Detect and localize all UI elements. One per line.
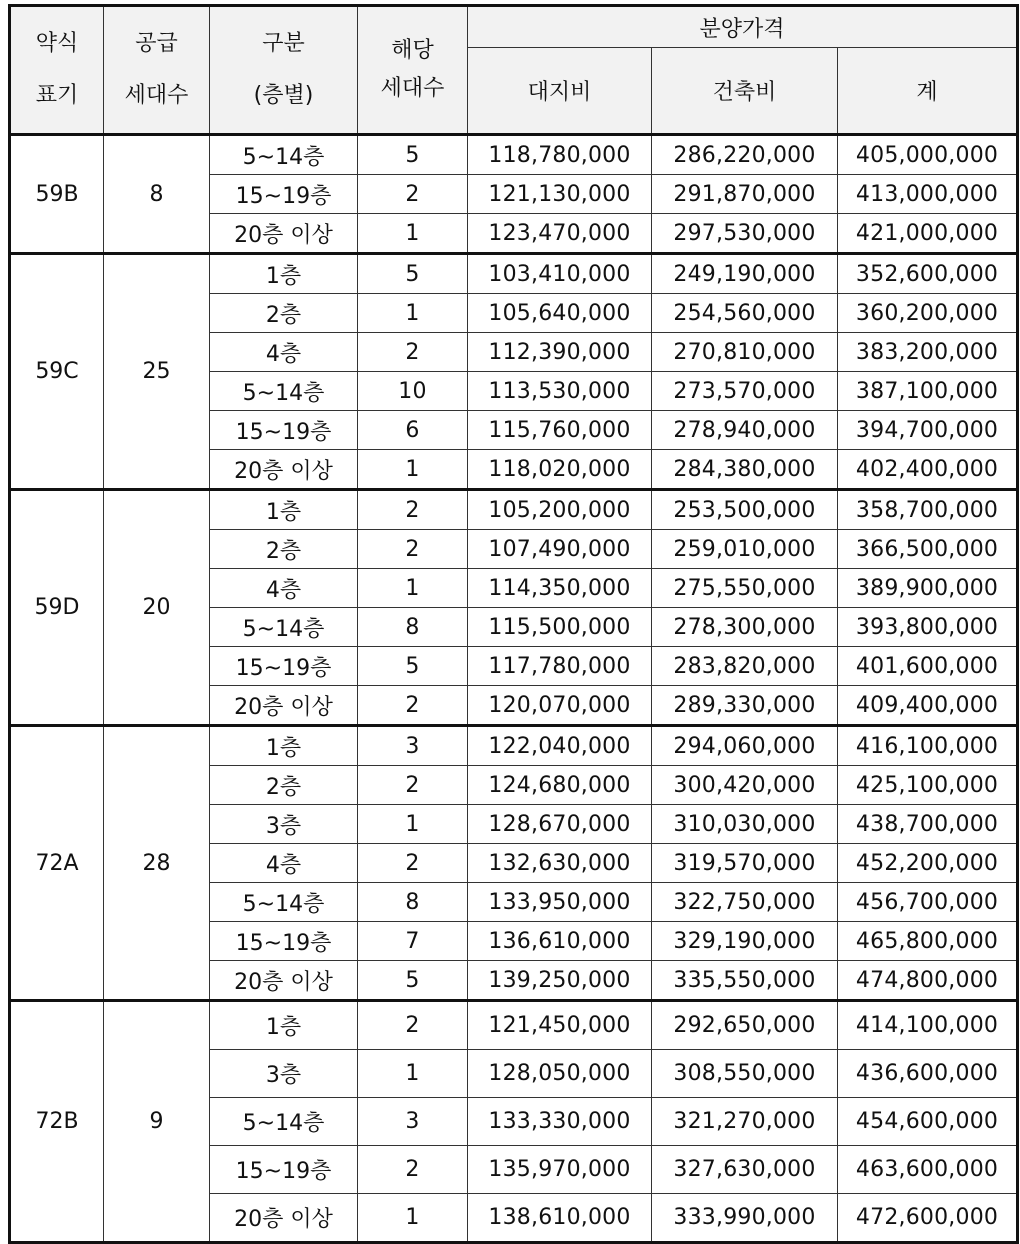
supply-count-cell: 9: [104, 1001, 210, 1243]
floor-cell: 1층: [210, 726, 358, 766]
header-land: 대지비: [468, 48, 652, 135]
building-price-cell: 284,380,000: [652, 450, 838, 490]
land-price-cell: 112,390,000: [468, 333, 652, 372]
land-price-cell: 115,760,000: [468, 411, 652, 450]
unit-type-group: [10, 254, 1018, 490]
land-price-cell: 105,200,000: [468, 490, 652, 530]
land-price-cell: 121,450,000: [468, 1001, 652, 1050]
header-supply: [104, 6, 210, 135]
total-price-cell: 421,000,000: [838, 214, 1018, 254]
units-cell: 2: [358, 844, 468, 883]
table-row: [10, 490, 1018, 530]
header-abbr-line2: 표기: [35, 83, 79, 108]
units-cell: 8: [358, 608, 468, 647]
building-price-cell: 273,570,000: [652, 372, 838, 411]
units-cell: 2: [358, 1001, 468, 1050]
total-price-cell: 425,100,000: [838, 766, 1018, 805]
land-price-cell: 103,410,000: [468, 254, 652, 294]
supply-count-cell: 25: [104, 254, 210, 490]
land-price-cell: 128,050,000: [468, 1050, 652, 1098]
supply-count-cell: 28: [104, 726, 210, 1001]
units-cell: 2: [358, 766, 468, 805]
building-price-cell: 283,820,000: [652, 647, 838, 686]
floor-cell: 2층: [210, 294, 358, 333]
header-price-group: 분양가격: [468, 6, 1018, 48]
total-price-cell: 358,700,000: [838, 490, 1018, 530]
floor-cell: 15~19층: [210, 175, 358, 214]
total-price-cell: 416,100,000: [838, 726, 1018, 766]
unit-type-group: [10, 1001, 1018, 1243]
land-price-cell: 118,780,000: [468, 135, 652, 175]
building-price-cell: 319,570,000: [652, 844, 838, 883]
units-cell: 1: [358, 569, 468, 608]
supply-count-cell: 8: [104, 135, 210, 254]
building-price-cell: 308,550,000: [652, 1050, 838, 1098]
building-price-cell: 253,500,000: [652, 490, 838, 530]
total-price-cell: 352,600,000: [838, 254, 1018, 294]
units-cell: 8: [358, 883, 468, 922]
units-cell: 1: [358, 805, 468, 844]
building-price-cell: 333,990,000: [652, 1194, 838, 1243]
land-price-cell: 118,020,000: [468, 450, 652, 490]
units-cell: 2: [358, 490, 468, 530]
land-price-cell: 135,970,000: [468, 1146, 652, 1194]
building-price-cell: 278,940,000: [652, 411, 838, 450]
unit-type-group: [10, 135, 1018, 254]
units-cell: 2: [358, 686, 468, 726]
building-price-cell: 259,010,000: [652, 530, 838, 569]
total-price-cell: 383,200,000: [838, 333, 1018, 372]
total-price-cell: 387,100,000: [838, 372, 1018, 411]
unit-type-cell: 72B: [10, 1001, 104, 1243]
header-abbr-line1: 약식: [35, 31, 79, 56]
total-price-cell: 436,600,000: [838, 1050, 1018, 1098]
header-floor-line1: 구분: [262, 31, 305, 56]
building-price-cell: 249,190,000: [652, 254, 838, 294]
header-building: 건축비: [652, 48, 838, 135]
building-price-cell: 270,810,000: [652, 333, 838, 372]
floor-cell: 5~14층: [210, 1098, 358, 1146]
total-price-cell: 360,200,000: [838, 294, 1018, 333]
units-cell: 2: [358, 175, 468, 214]
land-price-cell: 123,470,000: [468, 214, 652, 254]
building-price-cell: 254,560,000: [652, 294, 838, 333]
table-row: [10, 726, 1018, 766]
units-cell: 2: [358, 530, 468, 569]
units-cell: 5: [358, 961, 468, 1001]
total-price-cell: 409,400,000: [838, 686, 1018, 726]
header-units-line1: 해당: [391, 38, 434, 63]
units-cell: 1: [358, 214, 468, 254]
building-price-cell: 292,650,000: [652, 1001, 838, 1050]
units-cell: 1: [358, 450, 468, 490]
units-cell: 2: [358, 333, 468, 372]
building-price-cell: 321,270,000: [652, 1098, 838, 1146]
floor-cell: 1층: [210, 254, 358, 294]
floor-cell: 5~14층: [210, 372, 358, 411]
building-price-cell: 286,220,000: [652, 135, 838, 175]
units-cell: 5: [358, 647, 468, 686]
land-price-cell: 128,670,000: [468, 805, 652, 844]
table-row: [10, 135, 1018, 175]
floor-cell: 20층 이상: [210, 1194, 358, 1243]
units-cell: 2: [358, 1146, 468, 1194]
floor-cell: 15~19층: [210, 411, 358, 450]
units-cell: 3: [358, 1098, 468, 1146]
land-price-cell: 139,250,000: [468, 961, 652, 1001]
building-price-cell: 329,190,000: [652, 922, 838, 961]
floor-cell: 20층 이상: [210, 214, 358, 254]
land-price-cell: 124,680,000: [468, 766, 652, 805]
header-abbr: [10, 6, 104, 135]
floor-cell: 4층: [210, 844, 358, 883]
header-supply-line2: 세대수: [124, 83, 189, 108]
units-cell: 1: [358, 1050, 468, 1098]
floor-cell: 2층: [210, 766, 358, 805]
unit-type-cell: 72A: [10, 726, 104, 1001]
floor-cell: 15~19층: [210, 647, 358, 686]
land-price-cell: 120,070,000: [468, 686, 652, 726]
total-price-cell: 413,000,000: [838, 175, 1018, 214]
units-cell: 5: [358, 254, 468, 294]
units-cell: 1: [358, 294, 468, 333]
total-price-cell: 452,200,000: [838, 844, 1018, 883]
units-cell: 6: [358, 411, 468, 450]
floor-cell: 20층 이상: [210, 450, 358, 490]
units-cell: 3: [358, 726, 468, 766]
total-price-cell: 394,700,000: [838, 411, 1018, 450]
total-price-cell: 401,600,000: [838, 647, 1018, 686]
total-price-cell: 414,100,000: [838, 1001, 1018, 1050]
header-total: 계: [838, 48, 1018, 135]
building-price-cell: 300,420,000: [652, 766, 838, 805]
units-cell: 10: [358, 372, 468, 411]
total-price-cell: 402,400,000: [838, 450, 1018, 490]
building-price-cell: 294,060,000: [652, 726, 838, 766]
land-price-cell: 122,040,000: [468, 726, 652, 766]
building-price-cell: 327,630,000: [652, 1146, 838, 1194]
floor-cell: 4층: [210, 333, 358, 372]
land-price-cell: 133,950,000: [468, 883, 652, 922]
header-floor: [210, 6, 358, 135]
floor-cell: 3층: [210, 805, 358, 844]
floor-cell: 15~19층: [210, 922, 358, 961]
total-price-cell: 463,600,000: [838, 1146, 1018, 1194]
total-price-cell: 366,500,000: [838, 530, 1018, 569]
land-price-cell: 117,780,000: [468, 647, 652, 686]
building-price-cell: 297,530,000: [652, 214, 838, 254]
floor-cell: 20층 이상: [210, 961, 358, 1001]
unit-type-cell: 59D: [10, 490, 104, 726]
total-price-cell: 393,800,000: [838, 608, 1018, 647]
building-price-cell: 289,330,000: [652, 686, 838, 726]
floor-cell: 5~14층: [210, 608, 358, 647]
total-price-cell: 474,800,000: [838, 961, 1018, 1001]
floor-cell: 1층: [210, 1001, 358, 1050]
land-price-cell: 136,610,000: [468, 922, 652, 961]
header-floor-line2: (층별): [253, 83, 314, 108]
floor-cell: 2층: [210, 530, 358, 569]
land-price-cell: 113,530,000: [468, 372, 652, 411]
building-price-cell: 322,750,000: [652, 883, 838, 922]
floor-cell: 20층 이상: [210, 686, 358, 726]
floor-cell: 4층: [210, 569, 358, 608]
building-price-cell: 291,870,000: [652, 175, 838, 214]
land-price-cell: 114,350,000: [468, 569, 652, 608]
floor-cell: 5~14층: [210, 883, 358, 922]
land-price-cell: 115,500,000: [468, 608, 652, 647]
units-cell: 7: [358, 922, 468, 961]
building-price-cell: 335,550,000: [652, 961, 838, 1001]
total-price-cell: 438,700,000: [838, 805, 1018, 844]
land-price-cell: 107,490,000: [468, 530, 652, 569]
unit-type-cell: 59C: [10, 254, 104, 490]
unit-type-group: [10, 726, 1018, 1001]
units-cell: 5: [358, 135, 468, 175]
land-price-cell: 105,640,000: [468, 294, 652, 333]
land-price-cell: 138,610,000: [468, 1194, 652, 1243]
header-supply-line1: 공급: [135, 31, 178, 56]
total-price-cell: 405,000,000: [838, 135, 1018, 175]
total-price-cell: 389,900,000: [838, 569, 1018, 608]
floor-cell: 3층: [210, 1050, 358, 1098]
table-row: [10, 1001, 1018, 1050]
unit-type-cell: 59B: [10, 135, 104, 254]
land-price-cell: 133,330,000: [468, 1098, 652, 1146]
building-price-cell: 278,300,000: [652, 608, 838, 647]
header-units: [358, 6, 468, 135]
table-header: [10, 6, 1018, 135]
building-price-cell: 310,030,000: [652, 805, 838, 844]
land-price-cell: 132,630,000: [468, 844, 652, 883]
land-price-cell: 121,130,000: [468, 175, 652, 214]
supply-count-cell: 20: [104, 490, 210, 726]
floor-cell: 15~19층: [210, 1146, 358, 1194]
floor-cell: 1층: [210, 490, 358, 530]
total-price-cell: 456,700,000: [838, 883, 1018, 922]
header-units-line2: 세대수: [380, 76, 445, 101]
total-price-cell: 454,600,000: [838, 1098, 1018, 1146]
floor-cell: 5~14층: [210, 135, 358, 175]
table-row: [10, 254, 1018, 294]
building-price-cell: 275,550,000: [652, 569, 838, 608]
total-price-cell: 465,800,000: [838, 922, 1018, 961]
total-price-cell: 472,600,000: [838, 1194, 1018, 1243]
price-table: [8, 4, 1019, 1244]
units-cell: 1: [358, 1194, 468, 1243]
unit-type-group: [10, 490, 1018, 726]
